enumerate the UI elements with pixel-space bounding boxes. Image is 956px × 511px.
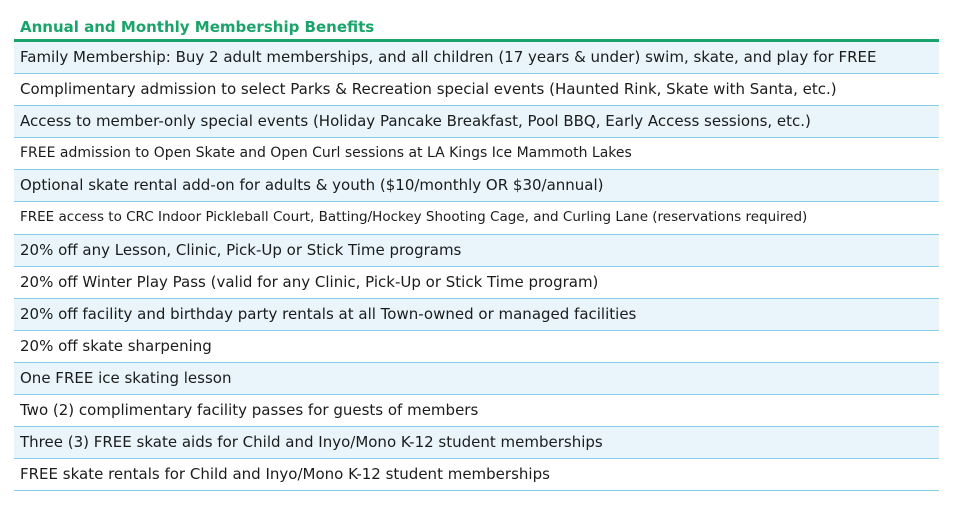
benefit-row: 20% off Winter Play Pass (valid for any Clinic, Pick-Up or Stick Time program)	[14, 267, 939, 299]
benefit-row: 20% off facility and birthday party rentals at all Town-owned or managed facilities	[14, 299, 939, 331]
benefits-list	[14, 42, 939, 491]
membership-benefits-table	[14, 16, 939, 491]
benefit-row: Two (2) complimentary facility passes for guests of members	[14, 395, 939, 427]
benefit-row: FREE skate rentals for Child and Inyo/Mono K-12 student memberships	[14, 459, 939, 491]
benefit-row: Three (3) FREE skate aids for Child and Inyo/Mono K-12 student memberships	[14, 427, 939, 459]
benefit-row: Access to member-only special events (Holiday Pancake Breakfast, Pool BBQ, Early Access sessions, etc.)	[14, 106, 939, 138]
benefit-row: FREE admission to Open Skate and Open Curl sessions at LA Kings Ice Mammoth Lakes	[14, 138, 939, 170]
benefit-row: One FREE ice skating lesson	[14, 363, 939, 395]
table-title: Annual and Monthly Membership Benefits	[14, 16, 939, 42]
benefit-row: Optional skate rental add-on for adults & youth ($10/monthly OR $30/annual)	[14, 170, 939, 202]
benefit-row: Complimentary admission to select Parks & Recreation special events (Haunted Rink, Skate with Santa, etc.)	[14, 74, 939, 106]
benefit-row: Family Membership: Buy 2 adult memberships, and all children (17 years & under) swim, skate, and play for FREE	[14, 42, 939, 74]
benefit-row: 20% off any Lesson, Clinic, Pick-Up or Stick Time programs	[14, 235, 939, 267]
benefit-row: 20% off skate sharpening	[14, 331, 939, 363]
benefit-row: FREE access to CRC Indoor Pickleball Court, Batting/Hockey Shooting Cage, and Curling Lane (reservations required)	[14, 202, 939, 234]
